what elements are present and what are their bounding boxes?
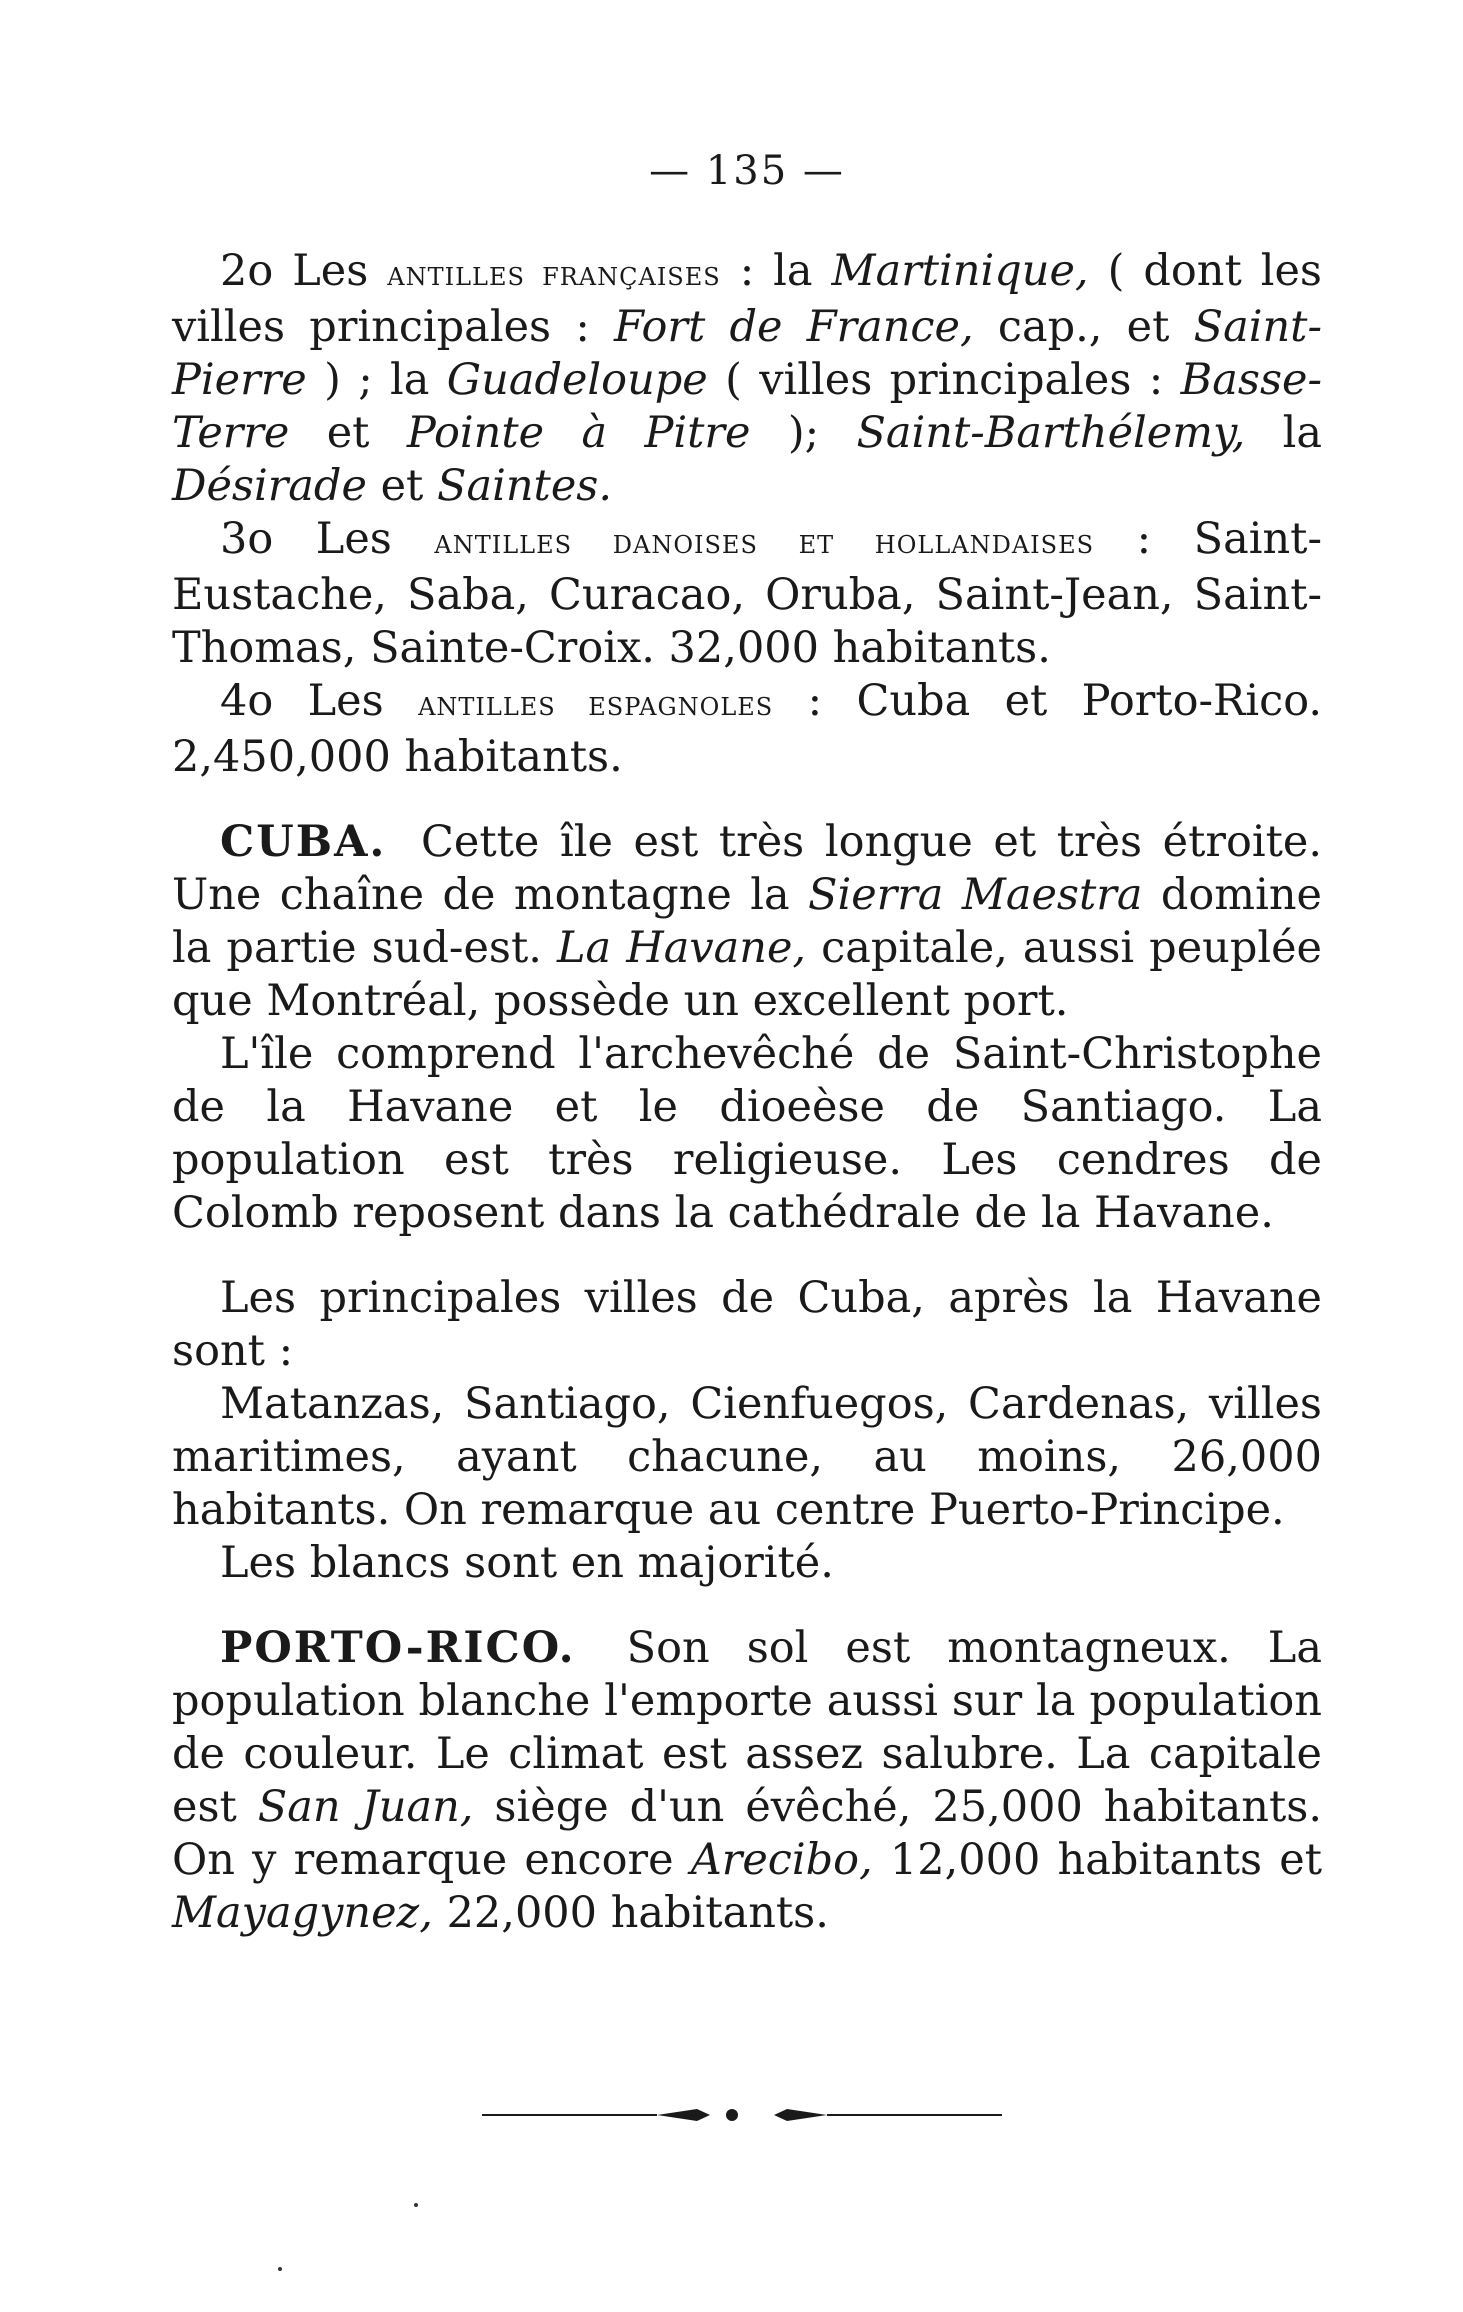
text-run: et <box>380 461 424 511</box>
place-name: Guadeloupe <box>446 355 708 405</box>
section-title-small-caps: antilles danoises et hollandaises <box>434 522 1095 562</box>
body-text <box>172 245 1322 1940</box>
paragraph-danish-dutch-antilles <box>172 513 1322 675</box>
item-number: 2o <box>220 246 274 296</box>
page-number: — 135 — <box>649 148 845 194</box>
place-name: Saint-Barthélemy, <box>856 408 1246 458</box>
place-name: Fort de France, <box>614 302 974 352</box>
paragraph-religion: L'île comprend l'archevêché de Saint-Christophe de la Havane et le dioeèse de Santiago. La population est très religieuse. Les cendres de Colomb reposent dans la cathédrale de la Havane. <box>172 1029 1322 1238</box>
text-run: siège d'un évêché, 25,000 habitants. On y remarque encore <box>172 1782 1323 1885</box>
paragraph-french-antilles <box>172 245 1322 513</box>
decorative-divider-ornament <box>482 2100 1002 2130</box>
text-run: capitale, aussi peuplée que Montréal, possède un excellent port. <box>172 923 1323 1026</box>
text-run: la <box>1282 408 1323 458</box>
text-run: ); <box>787 408 820 458</box>
text-run: ( dont les villes principales : <box>172 246 1322 352</box>
porto-rico-heading: PORTO-RICO. <box>220 1623 576 1673</box>
place-name: Mayagynez, <box>172 1888 433 1938</box>
item-number: 3o <box>220 514 274 564</box>
place-name: Saintes. <box>437 461 613 511</box>
place-name: Sierra Maestra <box>808 870 1143 920</box>
text-run: : la <box>739 246 813 296</box>
paragraph-porto-rico <box>172 1622 1322 1940</box>
text-run: ( villes principales : <box>725 355 1164 405</box>
text-run: Cette île est très longue et très étroite. Une chaîne de montagne la <box>172 817 1322 920</box>
text-run: ) ; la <box>324 355 430 405</box>
print-speck <box>278 2267 282 2271</box>
text-run: et <box>326 408 370 458</box>
place-name: San Juan, <box>257 1782 474 1832</box>
text-run: 22,000 habitants. <box>446 1888 829 1938</box>
text-run: : Saint-Eustache, Saba, Curacao, Oruba, Saint-Jean, Saint-Thomas, Sainte-Croix. 32,000 habitants. <box>172 514 1322 673</box>
paragraph-principal-towns: Les principales villes de Cuba, après la Havane sont : <box>172 1273 1322 1376</box>
place-name: Désirade <box>172 461 367 511</box>
print-speck <box>414 2203 418 2207</box>
text-run: cap., et <box>997 302 1170 352</box>
place-name: Arecibo, <box>690 1835 873 1885</box>
place-name: Basse-Terre <box>172 355 1323 458</box>
paragraph-majority: Les blancs sont en majorité. <box>220 1538 834 1588</box>
text-run: 12,000 habitants et <box>889 1835 1322 1885</box>
lead-word: Les <box>307 676 384 726</box>
section-title-small-caps: antilles françaises <box>387 254 721 294</box>
text-run: domine la partie sud-est. <box>172 870 1322 973</box>
place-name: Martinique, <box>831 246 1089 296</box>
lead-word: Les <box>315 514 392 564</box>
place-name: Pointe à Pitre <box>406 408 751 458</box>
text-run: Son sol est montagneux. La population blanche l'emporte aussi sur la population de couleur. Le climat est assez salubre. La capitale est <box>172 1623 1322 1832</box>
paragraph-towns-list: Matanzas, Santiago, Cienfuegos, Cardenas, villes maritimes, ayant chacune, au moins, 26,000 habitants. On remarque au centre Puerto-Principe. <box>172 1379 1322 1535</box>
book-page <box>172 0 1322 2312</box>
paragraph-spanish-antilles <box>172 675 1322 784</box>
item-number: 4o <box>220 676 274 726</box>
cuba-heading: CUBA. <box>220 817 387 867</box>
lead-word: Les <box>292 246 369 296</box>
paragraph-cuba <box>172 816 1322 1028</box>
place-name: La Havane, <box>556 923 807 973</box>
section-title-small-caps: antilles espagnoles <box>418 684 774 724</box>
text-run: : Cuba et Porto-Rico. 2,450,000 habitants. <box>172 676 1323 782</box>
place-name: Saint-Pierre <box>172 302 1322 405</box>
